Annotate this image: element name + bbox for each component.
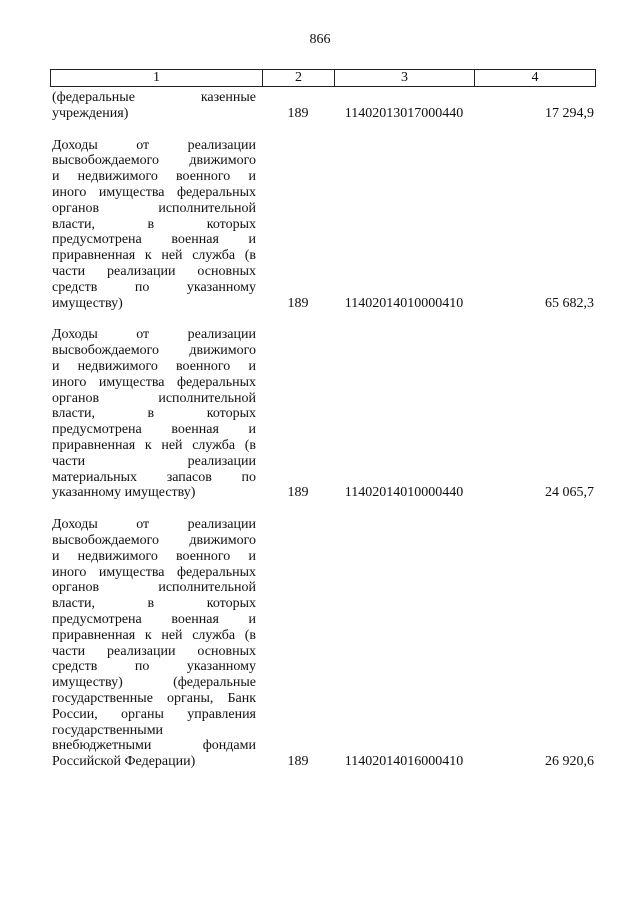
row-description-line: учреждения) — [52, 105, 129, 121]
row-description-line: иного имущества федеральных — [52, 564, 256, 580]
row-admin-code: 189 — [287, 754, 309, 770]
row-description-line: Доходы от реализации — [52, 327, 256, 343]
header-col-3: 3 — [335, 70, 475, 86]
row-description-line: части реализации основных — [52, 263, 256, 279]
row-budget-code: 11402014010000410 — [344, 295, 464, 311]
row-description-line: органов исполнительной — [52, 390, 256, 406]
row-description-line: России, органы управления — [52, 706, 256, 722]
row-description-line: и недвижимого военного и — [52, 548, 256, 564]
row-description-line: приравненная к ней служба (в — [52, 437, 256, 453]
row-budget-code: 11402014016000410 — [344, 754, 464, 770]
row-description-line: высвобождаемого движимого — [52, 532, 256, 548]
row-description-line: предусмотрена военная и — [52, 232, 256, 248]
table-row — [50, 138, 596, 312]
row-description-line: власти, в которых — [52, 216, 256, 232]
table-row — [50, 327, 596, 501]
row-description-line: высвобождаемого движимого — [52, 343, 256, 359]
row-amount: 65 682,3 — [545, 295, 594, 311]
header-col-1: 1 — [51, 70, 263, 86]
page-number: 866 — [309, 32, 331, 47]
row-description-line: иного имущества федеральных — [52, 184, 256, 200]
row-description-line: предусмотрена военная и — [52, 611, 256, 627]
row-description-line: средств по указанному — [52, 659, 256, 675]
row-amount: 17 294,9 — [545, 105, 594, 121]
row-amount: 26 920,6 — [545, 754, 594, 770]
table-row — [50, 90, 596, 122]
row-description-line: и недвижимого военного и — [52, 169, 256, 185]
row-description-line: органов исполнительной — [52, 200, 256, 216]
row-description-line: иного имущества федеральных — [52, 374, 256, 390]
row-description-line: государственные органы, Банк — [52, 690, 256, 706]
header-col-4: 4 — [531, 70, 539, 85]
row-description-line: (федеральные казенные — [52, 90, 256, 105]
row-description — [52, 327, 256, 501]
row-admin-code: 189 — [287, 485, 309, 501]
row-description-line: части реализации основных — [52, 643, 256, 659]
row-budget-code: 11402013017000440 — [344, 105, 464, 121]
row-description-line: высвобождаемого движимого — [52, 153, 256, 169]
row-description-line: власти, в которых — [52, 406, 256, 422]
row-admin-code: 189 — [287, 295, 309, 311]
row-description-line: Российской Федерации) — [52, 754, 196, 770]
row-description-line: предусмотрена военная и — [52, 422, 256, 438]
row-description-line: органов исполнительной — [52, 580, 256, 596]
row-description-line: приравненная к ней служба (в — [52, 627, 256, 643]
row-description-line: материальных запасов по — [52, 469, 256, 485]
row-description-line: внебюджетными фондами — [52, 738, 256, 754]
row-description-line: средств по указанному — [52, 279, 256, 295]
row-description-line: власти, в которых — [52, 596, 256, 612]
row-description-line: государственными — [52, 722, 164, 738]
header-col-2: 2 — [263, 70, 335, 86]
row-description-line: и недвижимого военного и — [52, 358, 256, 374]
row-description-line: приравненная к ней служба (в — [52, 248, 256, 264]
table-header — [50, 69, 596, 87]
row-description — [52, 517, 256, 770]
table-row — [50, 517, 596, 770]
row-description-line: указанному имуществу) — [52, 485, 196, 501]
row-description — [52, 138, 256, 312]
row-admin-code: 189 — [287, 105, 309, 121]
row-description-line: имуществу) (федеральные — [52, 675, 256, 691]
row-budget-code: 11402014010000440 — [344, 485, 464, 501]
row-amount: 24 065,7 — [545, 485, 594, 501]
row-description-line: Доходы от реализации — [52, 517, 256, 533]
row-description-line: части реализации — [52, 453, 256, 469]
row-description — [52, 90, 256, 122]
row-description-line: Доходы от реализации — [52, 137, 256, 153]
row-description-line: имуществу) — [52, 295, 123, 311]
